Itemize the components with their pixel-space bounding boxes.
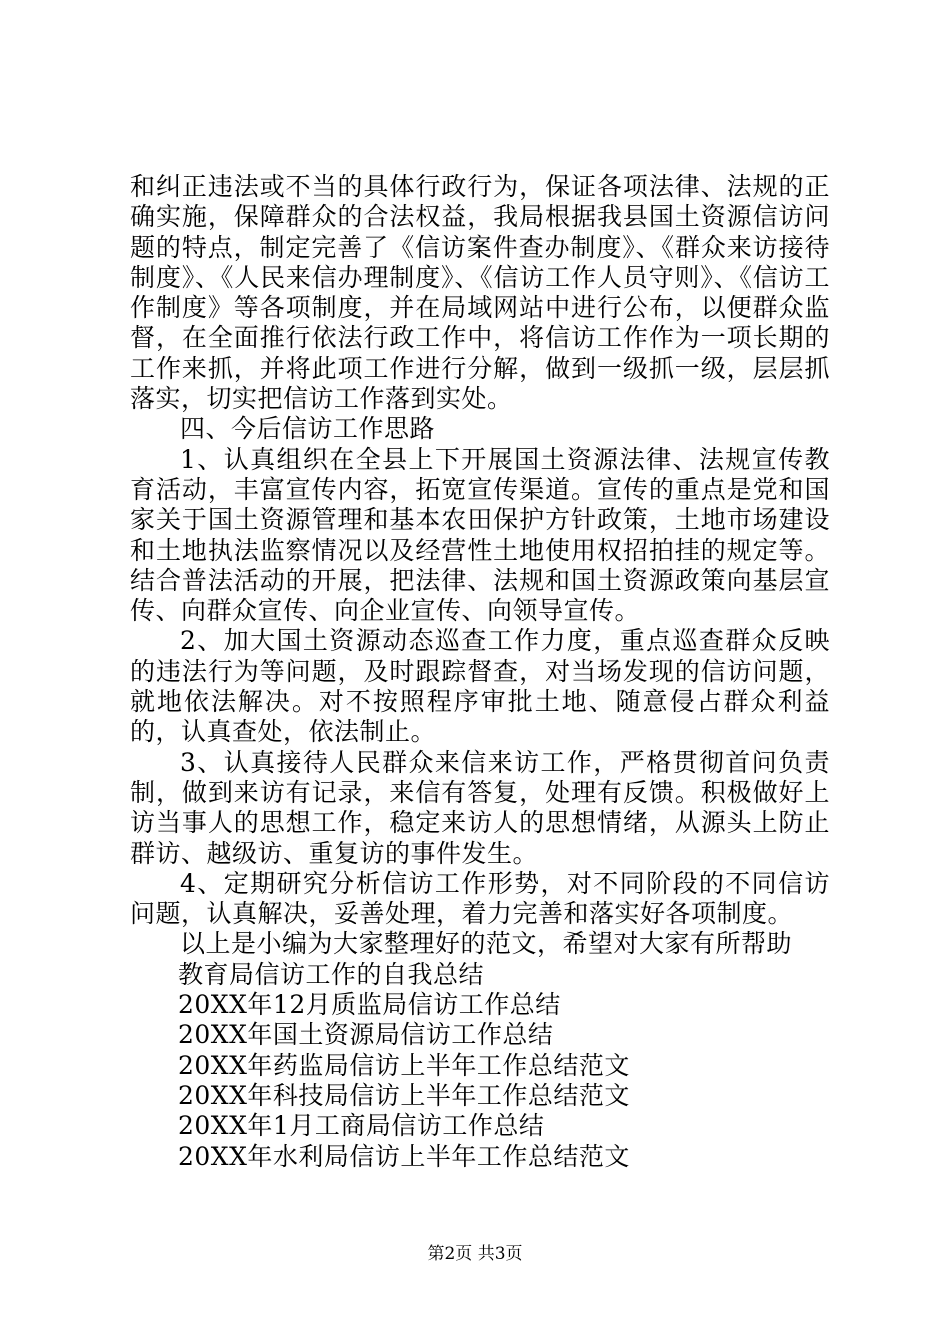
- paragraph-2: 2、加大国土资源动态巡查工作力度，重点巡查群众反映的违法行为等问题，及时跟踪督查，对当场发现的信访问题，就地依法解决。对不按照程序审批土地、随意侵占群众利益的，认真查处，依法制止。: [130, 626, 830, 747]
- related-link[interactable]: 20XX年水利局信访上半年工作总结范文: [178, 1141, 630, 1171]
- paragraph-1: 1、认真组织在全县上下开展国土资源法律、法规宣传教育活动，丰富宣传内容，拓宽宣传渠道。宣传的重点是党和国家关于国土资源管理和基本农田保护方针政策，土地市场建设和土地执法监察情况以及经营性土地使用权招拍挂的规定等。结合普法活动的开展，把法律、法规和国土资源政策向基层宣传、向群众宣传、向企业宣传、向领导宣传。: [130, 444, 830, 626]
- intro-paragraph: 和纠正违法或不当的具体行政行为，保证各项法律、法规的正确实施，保障群众的合法权益，我局根据我县国土资源信访问题的特点，制定完善了《信访案件查办制度》、《群众来访接待制度》、《人民来信办理制度》、《信访工作人员守则》、《信访工作制度》等各项制度，并在局域网站中进行公布，以便群众监督，在全面推行依法行政工作中，将信访工作作为一项长期的工作来抓，并将此项工作进行分解，做到一级抓一级，层层抓落实，切实把信访工作落到实处。: [130, 172, 830, 414]
- closing-note: 以上是小编为大家整理好的范文，希望对大家有所帮助: [180, 929, 793, 959]
- related-link[interactable]: 20XX年科技局信访上半年工作总结范文: [178, 1080, 630, 1110]
- related-links-list: [130, 960, 830, 1172]
- related-link[interactable]: 20XX年国土资源局信访工作总结: [178, 1020, 554, 1050]
- paragraph-4: 4、定期研究分析信访工作形势，对不同阶段的不同信访问题，认真解决，妥善处理，着力完善和落实好各项制度。: [130, 868, 830, 929]
- page-indicator: 第2页 共3页: [427, 1244, 523, 1264]
- related-link[interactable]: 20XX年12月质监局信访工作总结: [178, 990, 561, 1020]
- related-link[interactable]: 20XX年1月工商局信访工作总结: [178, 1111, 545, 1141]
- document-body: [130, 172, 830, 1172]
- related-link[interactable]: 教育局信访工作的自我总结: [178, 959, 485, 989]
- paragraph-3: 3、认真接待人民群众来信来访工作，严格贯彻首问负责制，做到来访有记录，来信有答复，处理有反馈。积极做好上访当事人的思想工作，稳定来访人的思想情绪，从源头上防止群访、越级访、重复访的事件发生。: [130, 747, 830, 868]
- related-link[interactable]: 20XX年药监局信访上半年工作总结范文: [178, 1050, 630, 1080]
- section-heading: 四、今后信访工作思路: [180, 414, 436, 444]
